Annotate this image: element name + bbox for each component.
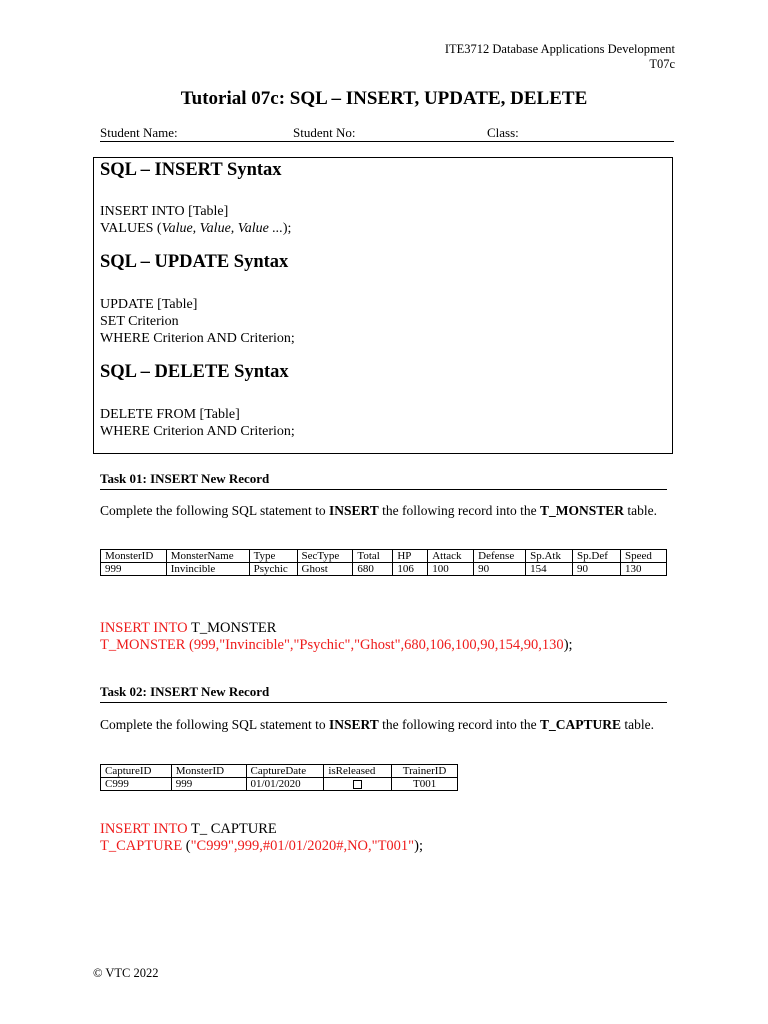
column-header: Total — [353, 550, 393, 563]
table-header-row — [101, 550, 667, 563]
answer-paren: ( — [182, 838, 191, 854]
task1-answer-line2 — [100, 637, 573, 654]
tutorial-code: T07c — [649, 57, 675, 71]
delete-syntax-heading: SQL – DELETE Syntax — [100, 362, 289, 382]
task2-answer-line1 — [100, 821, 277, 838]
table-cell: T001 — [392, 778, 458, 791]
task1-heading: Task 01: INSERT New Record — [100, 471, 667, 490]
answer-close: ); — [563, 637, 573, 653]
page-title: Tutorial 07c: SQL – INSERT, UPDATE, DELETE — [180, 88, 588, 109]
task1-description — [100, 503, 667, 519]
task2-answer-line2 — [100, 838, 423, 855]
column-header: MonsterName — [166, 550, 249, 563]
student-info-row — [100, 125, 674, 142]
update-syntax-line: UPDATE [Table] — [100, 297, 198, 312]
update-syntax-line: SET Criterion — [100, 314, 179, 329]
table-cell: 999 — [101, 563, 167, 576]
answer-paren: ( — [185, 637, 194, 653]
column-header: TrainerID — [392, 765, 458, 778]
column-header: Sp.Atk — [526, 550, 573, 563]
answer-table-name: T_MONSTER — [100, 637, 186, 653]
page-header — [445, 42, 675, 72]
is-released-cell — [324, 778, 392, 791]
update-syntax-heading: SQL – UPDATE Syntax — [100, 252, 289, 272]
answer-table-name: T_ CAPTURE — [187, 821, 277, 837]
delete-syntax-line: WHERE Criterion AND Criterion; — [100, 424, 295, 439]
delete-syntax-line: DELETE FROM [Table] — [100, 407, 240, 422]
unchecked-box-icon — [353, 780, 362, 789]
desc-text: table. — [621, 717, 654, 732]
answer-keyword: INSERT INTO — [100, 821, 188, 837]
answer-table-name: T_MONSTER — [187, 620, 277, 636]
table-row — [101, 563, 667, 576]
answer-table-name: T_CAPTURE — [100, 838, 183, 854]
task1-answer-line1 — [100, 620, 276, 637]
desc-text: table. — [624, 503, 657, 518]
insert-syntax-line: INSERT INTO [Table] — [100, 204, 229, 219]
answer-keyword: INSERT INTO — [100, 620, 188, 636]
desc-text: the following record into the — [378, 503, 540, 518]
desc-keyword: INSERT — [328, 717, 379, 732]
column-header: Attack — [428, 550, 474, 563]
column-header: Type — [249, 550, 297, 563]
table-cell: 90 — [474, 563, 526, 576]
answer-values: "C999",999,#01/01/2020#,NO,"T001" — [190, 838, 415, 854]
table-cell: 680 — [353, 563, 393, 576]
column-header: HP — [393, 550, 428, 563]
column-header: isReleased — [324, 765, 392, 778]
column-header: Speed — [620, 550, 666, 563]
values-prefix: VALUES ( — [100, 221, 162, 236]
student-name-label: Student Name: — [100, 125, 178, 140]
insert-syntax-line — [100, 220, 291, 237]
capture-table — [100, 764, 458, 791]
column-header: MonsterID — [101, 550, 167, 563]
table-cell: Psychic — [249, 563, 297, 576]
column-header: Defense — [474, 550, 526, 563]
column-header: CaptureID — [101, 765, 172, 778]
answer-close: ); — [414, 838, 423, 854]
monster-table — [100, 549, 667, 576]
desc-text: Complete the following SQL statement to — [100, 717, 329, 732]
task2-description — [100, 717, 667, 733]
table-cell: 999 — [171, 778, 246, 791]
insert-syntax-heading: SQL – INSERT Syntax — [100, 160, 282, 180]
values-placeholder: Value, Value, Value ... — [161, 221, 283, 236]
table-header-row — [101, 765, 458, 778]
desc-table-name: T_CAPTURE — [539, 717, 621, 732]
table-cell: 100 — [428, 563, 474, 576]
desc-keyword: INSERT — [328, 503, 379, 518]
table-cell: C999 — [101, 778, 172, 791]
table-cell: 154 — [526, 563, 573, 576]
task2-heading: Task 02: INSERT New Record — [100, 684, 667, 703]
student-no-label: Student No: — [293, 125, 356, 140]
column-header: CaptureDate — [246, 765, 324, 778]
column-header: SecType — [297, 550, 353, 563]
column-header: Sp.Def — [573, 550, 621, 563]
values-suffix: ); — [282, 221, 292, 236]
syntax-box — [93, 157, 673, 454]
course-title: ITE3712 Database Applications Development — [444, 42, 675, 56]
table-cell: 01/01/2020 — [246, 778, 324, 791]
class-label: Class: — [487, 125, 519, 140]
copyright-footer: © VTC 2022 — [93, 966, 159, 980]
update-syntax-line: WHERE Criterion AND Criterion; — [100, 331, 295, 346]
desc-text: Complete the following SQL statement to — [100, 503, 329, 518]
desc-table-name: T_MONSTER — [539, 503, 624, 518]
table-cell: 106 — [393, 563, 428, 576]
table-cell: 90 — [573, 563, 621, 576]
answer-values: 999,"Invincible","Psychic","Ghost",680,106,100,90,154,90,130 — [193, 637, 564, 653]
column-header: MonsterID — [171, 765, 246, 778]
desc-text: the following record into the — [378, 717, 540, 732]
table-cell: Invincible — [166, 563, 249, 576]
table-cell: 130 — [620, 563, 666, 576]
table-row — [101, 778, 458, 791]
table-cell: Ghost — [297, 563, 353, 576]
